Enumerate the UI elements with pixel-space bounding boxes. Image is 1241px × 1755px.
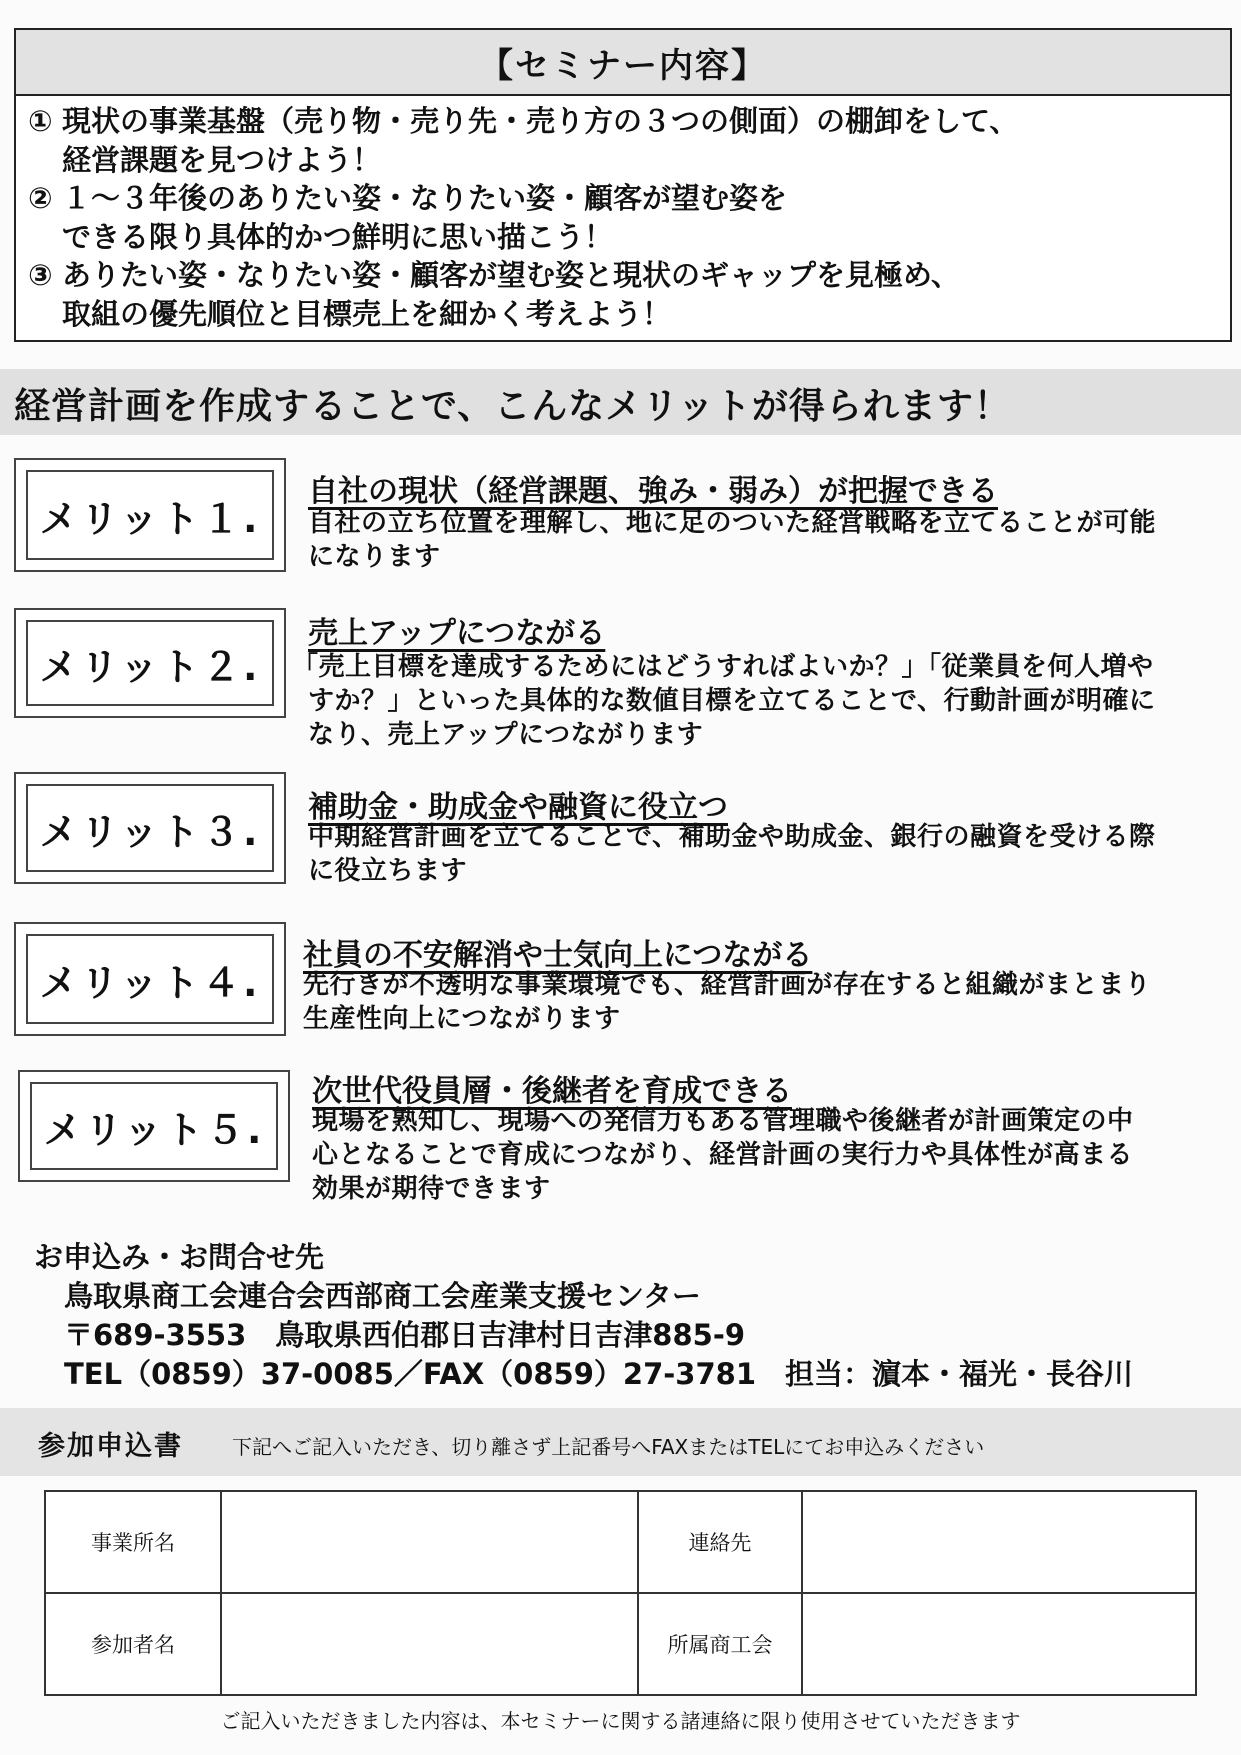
desc-line: 効果が期待できます (312, 1174, 551, 1204)
desc-line: 現場を熟知し、現場への発信力もある管理職や後継者が計画策定の中 (312, 1106, 1134, 1136)
item-number: ③ (28, 258, 53, 292)
item-line: ありたい姿・なりたい姿・顧客が望む姿と現状のギャップを見極め、 (62, 258, 960, 292)
desc-line: になります (308, 542, 441, 572)
item-line: 経営課題を見つけよう！ (62, 142, 382, 177)
seminar-item (28, 102, 1218, 179)
registration-instruction: 下記へご記入いただき、切り離さず上記番号へFAXまたはTELにてお申込みください (232, 1435, 985, 1459)
contact-label: 連絡先 (638, 1491, 802, 1593)
merit-label: メリット４. (26, 934, 274, 1024)
merit-label-box (14, 458, 286, 572)
contact-field[interactable] (802, 1491, 1196, 1593)
seminar-item (28, 179, 1218, 256)
merit-description (292, 650, 1217, 752)
item-line: 現状の事業基盤（売り物・売り先・売り方の３つの側面）の棚卸をして、 (62, 104, 1019, 138)
seminar-title: 【セミナー内容】 (16, 30, 1230, 96)
merit-label-box (14, 772, 286, 884)
registration-footnote: ご記入いただきました内容は、本セミナーに関する諸連絡に限り使用させていただきます (220, 1709, 1021, 1733)
seminar-content-box (14, 28, 1232, 342)
merit-description (308, 506, 1213, 574)
desc-line: 生産性向上につながります (303, 1004, 621, 1034)
merit-description (312, 1104, 1217, 1206)
merit-label-box (14, 608, 286, 718)
item-line: できる限り具体的かつ鮮明に思い描こう！ (62, 219, 614, 254)
desc-line: 中期経営計画を立てることで、補助金や助成金、銀行の融資を受ける際 (308, 822, 1156, 852)
desc-line: 心となることで育成につながり、経営計画の実行力や具体性が高まる (312, 1140, 1133, 1170)
item-number: ② (28, 181, 53, 215)
benefits-banner-text: 経営計画を作成することで、こんなメリットが得られます！ (14, 386, 1011, 427)
business-name-field[interactable] (221, 1491, 638, 1593)
desc-line: 「売上目標を達成するためにはどうすればよいか？」「従業員を何人増や (292, 652, 1154, 682)
desc-line: なり、売上アップにつながります (308, 720, 704, 750)
participant-field[interactable] (221, 1593, 638, 1695)
registration-title: 参加申込書 (38, 1431, 183, 1462)
chamber-label: 所属商工会 (638, 1593, 802, 1695)
merit-label: メリット２. (26, 620, 274, 706)
contact-tel-fax: TEL（0859）37-0085／FAX（0859）27-3781 担当：濵本・福光・長谷川 (64, 1357, 1133, 1391)
item-line: 取組の優先順位と目標売上を細かく考えよう！ (62, 296, 672, 331)
contact-organization: 鳥取県商工会連合会西部商工会産業支援センター (64, 1279, 701, 1313)
merit-label: メリット３. (26, 784, 274, 872)
merit-description (308, 820, 1213, 888)
desc-line: に役立ちます (308, 856, 468, 886)
merit-heading: 次世代役員層・後継者を育成できる (312, 1074, 792, 1109)
merit-heading: 社員の不安解消や士気向上につながる (303, 938, 813, 973)
contact-heading: お申込み・お問合せ先 (34, 1240, 325, 1274)
seminar-item (28, 256, 1218, 333)
merit-description (303, 968, 1213, 1036)
item-line: １～３年後のありたい姿・なりたい姿・顧客が望む姿を (62, 181, 788, 215)
business-name-label: 事業所名 (45, 1491, 221, 1593)
desc-line: 自社の立ち位置を理解し、地に足のついた経営戦略を立てることが可能 (308, 508, 1157, 538)
registration-form (44, 1490, 1197, 1696)
desc-line: すか？」といった具体的な数値目標を立てることで、行動計画が明確に (308, 686, 1156, 716)
merit-label: メリット１. (26, 470, 274, 560)
merit-heading: 自社の現状（経営課題、強み・弱み）が把握できる (308, 474, 998, 509)
desc-line: 先行きが不透明な事業環境でも、経営計画が存在すると組織がまとまり (303, 970, 1152, 1000)
contact-section (34, 1238, 1133, 1394)
merit-heading: 売上アップにつながる (308, 616, 606, 651)
merit-label-box (14, 922, 286, 1036)
merit-heading: 補助金・助成金や融資に役立つ (308, 790, 728, 825)
contact-address: 〒689-3553 鳥取県西伯郡日吉津村日吉津885-9 (64, 1318, 746, 1352)
item-number: ① (28, 104, 53, 138)
chamber-field[interactable] (802, 1593, 1196, 1695)
merit-label: メリット５. (30, 1082, 278, 1170)
merit-label-box (18, 1070, 290, 1182)
seminar-items (28, 102, 1218, 333)
participant-label: 参加者名 (45, 1593, 221, 1695)
